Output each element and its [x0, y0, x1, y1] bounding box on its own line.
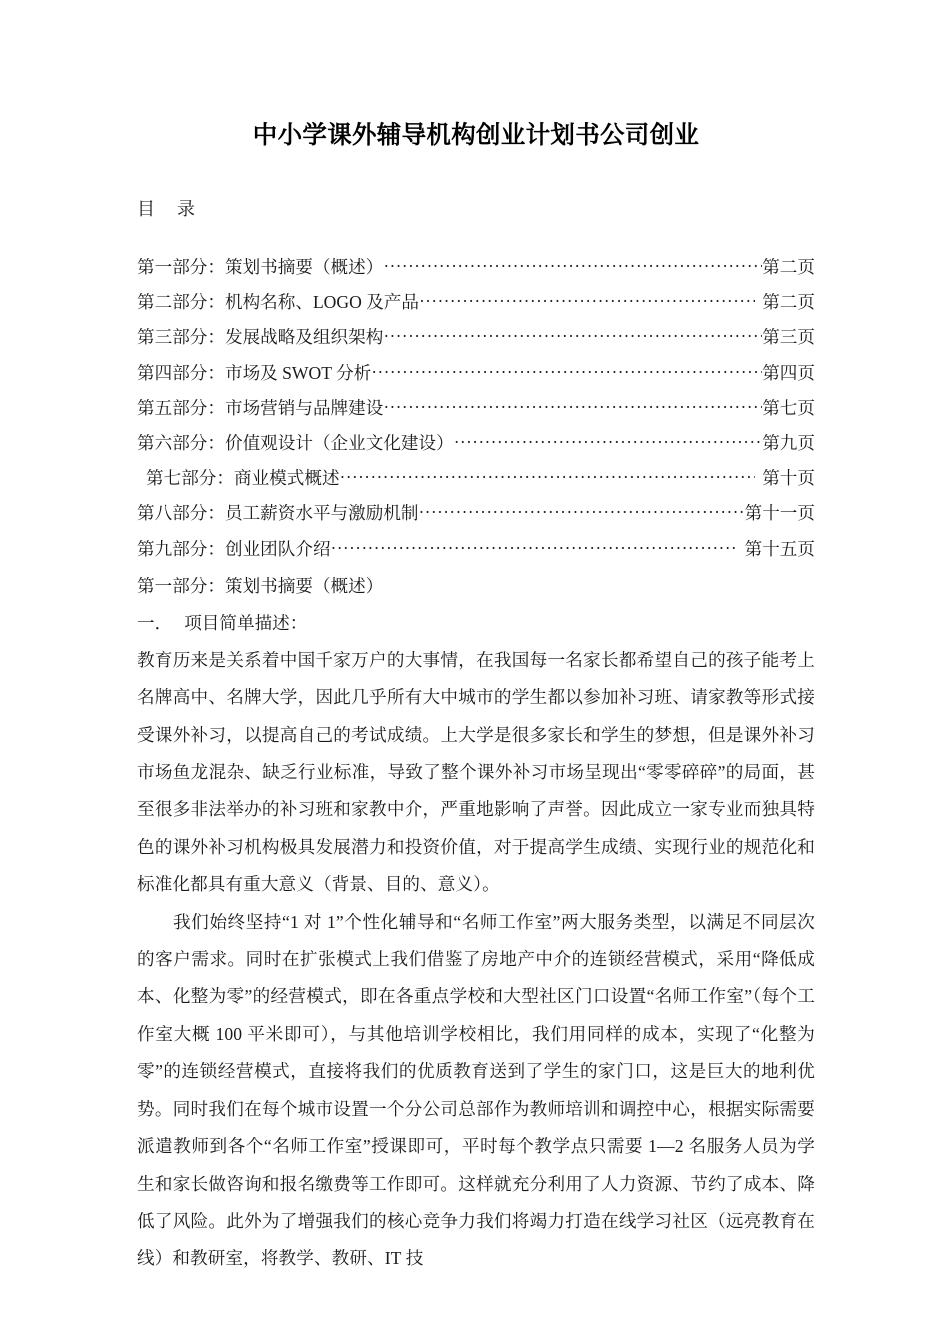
toc-leader-dots [454, 425, 763, 460]
toc-leader-dots [331, 531, 738, 566]
body-paragraph: 我们始终坚持“1 对 1”个性化辅导和“名师工作室”两大服务类型，以满足不同层次的客户需求。同时在扩张模式上我们借鉴了房地产中介的连锁经营模式，采用“降低成本、化整为零”的经营模式，即在各重点学校和大型社区门口设置“名师工作室”（每个工作室大概 100 平米即可），与其他培训学校相比，我们用同样的成本，实现了“化整为零”的连锁经营模式，直接将我们的优质教育送到了学生的家门口，这是巨大的地利优势。同时我们在每个城市设置一个分公司总部作为教师培训和调控中心，根据实际需要派遣教师到各个“名师工作室”授课即可，平时每个教学点只需要 1—2 名服务人员为学生和家长做咨询和报名缴费等工作即可。这样就充分利用了人力资源、节约了成本、降低了风险。此外为了增强我们的核心竞争力我们将竭力打造在线学习社区（远亮教育在线）和教研室，将教学、教研、IT 技 [137, 911, 815, 1269]
toc-entry-page: 第二页 [762, 292, 815, 313]
toc-entry[interactable] [137, 285, 815, 320]
toc-entry-page: 第十五页 [744, 538, 815, 559]
toc-leader-dots [383, 319, 762, 354]
toc-entry-label: 第九部分：创业团队介绍 [137, 538, 331, 559]
page-title: 中小学课外辅导机构创业计划书公司创业 [252, 120, 700, 149]
toc-entry-label: 第七部分：商业模式概述 [146, 468, 340, 489]
toc-heading-char-1: 目 [137, 199, 155, 219]
toc-entry-page: 第七页 [762, 397, 815, 418]
toc-entry-label: 第四部分：市场及 SWOT 分析 [137, 362, 372, 383]
toc-leader-dots [419, 495, 745, 530]
toc-entry[interactable] [137, 532, 815, 567]
toc-leader-dots [340, 460, 756, 495]
toc-entry[interactable] [137, 391, 815, 426]
subsection-title: 项目简单描述： [184, 612, 308, 633]
toc-entry-page: 第十一页 [744, 503, 815, 524]
toc-entry[interactable] [137, 461, 815, 496]
toc-entry-page: 第十页 [762, 468, 815, 489]
toc-leader-dots [383, 390, 762, 425]
subsection-number: 一． [137, 612, 173, 633]
toc-entry-page: 第四页 [762, 362, 815, 383]
toc-leader-dots [419, 284, 755, 319]
toc-entry-page: 第三页 [762, 327, 815, 348]
toc-entry-label: 第二部分：机构名称、LOGO 及产品 [137, 292, 419, 313]
toc-heading [137, 152, 815, 222]
toc-leader-dots [371, 355, 762, 390]
toc-entry[interactable] [137, 250, 815, 285]
toc-entry-page: 第九页 [762, 433, 815, 454]
table-of-contents [137, 250, 815, 567]
toc-entry[interactable] [137, 356, 815, 391]
toc-entry-label: 第三部分：发展战略及组织架构 [137, 327, 384, 348]
toc-entry-label: 第五部分：市场营销与品牌建设 [137, 397, 384, 418]
toc-entry-label: 第六部分：价值观设计（企业文化建设） [137, 433, 454, 454]
body-paragraph: 教育历来是关系着中国千家万户的大事情，在我国每一名家长都希望自己的孩子能考上名牌高中、名牌大学，因此几乎所有大中城市的学生都以参加补习班、请家教等形式接受课外补习，以提高自己的考试成绩。上大学是很多家长和学生的梦想，但是课外补习市场鱼龙混杂、缺乏行业标准，导致了整个课外补习市场呈现出“零零碎碎”的局面，甚至很多非法举办的补习班和家教中介，严重地影响了声誉。因此成立一家专业而独具特色的课外补习机构极具发展潜力和投资价值，对于提高学生成绩、实现行业的规范化和标准化都具有重大意义（背景、目的、意义）。 [137, 649, 815, 895]
section-heading: 第一部分：策划书摘要（概述） [137, 575, 384, 596]
toc-entry-label: 第八部分：员工薪资水平与激励机制 [137, 503, 419, 524]
toc-entry-label: 第一部分：策划书摘要（概述） [137, 257, 384, 277]
toc-entry[interactable] [137, 426, 815, 461]
toc-entry[interactable] [137, 496, 815, 531]
toc-entry-page: 第二页 [762, 257, 815, 277]
toc-entry[interactable] [137, 320, 815, 355]
toc-leader-dots [383, 249, 762, 284]
toc-heading-char-2: 录 [177, 199, 195, 219]
subsection-heading [137, 605, 815, 642]
